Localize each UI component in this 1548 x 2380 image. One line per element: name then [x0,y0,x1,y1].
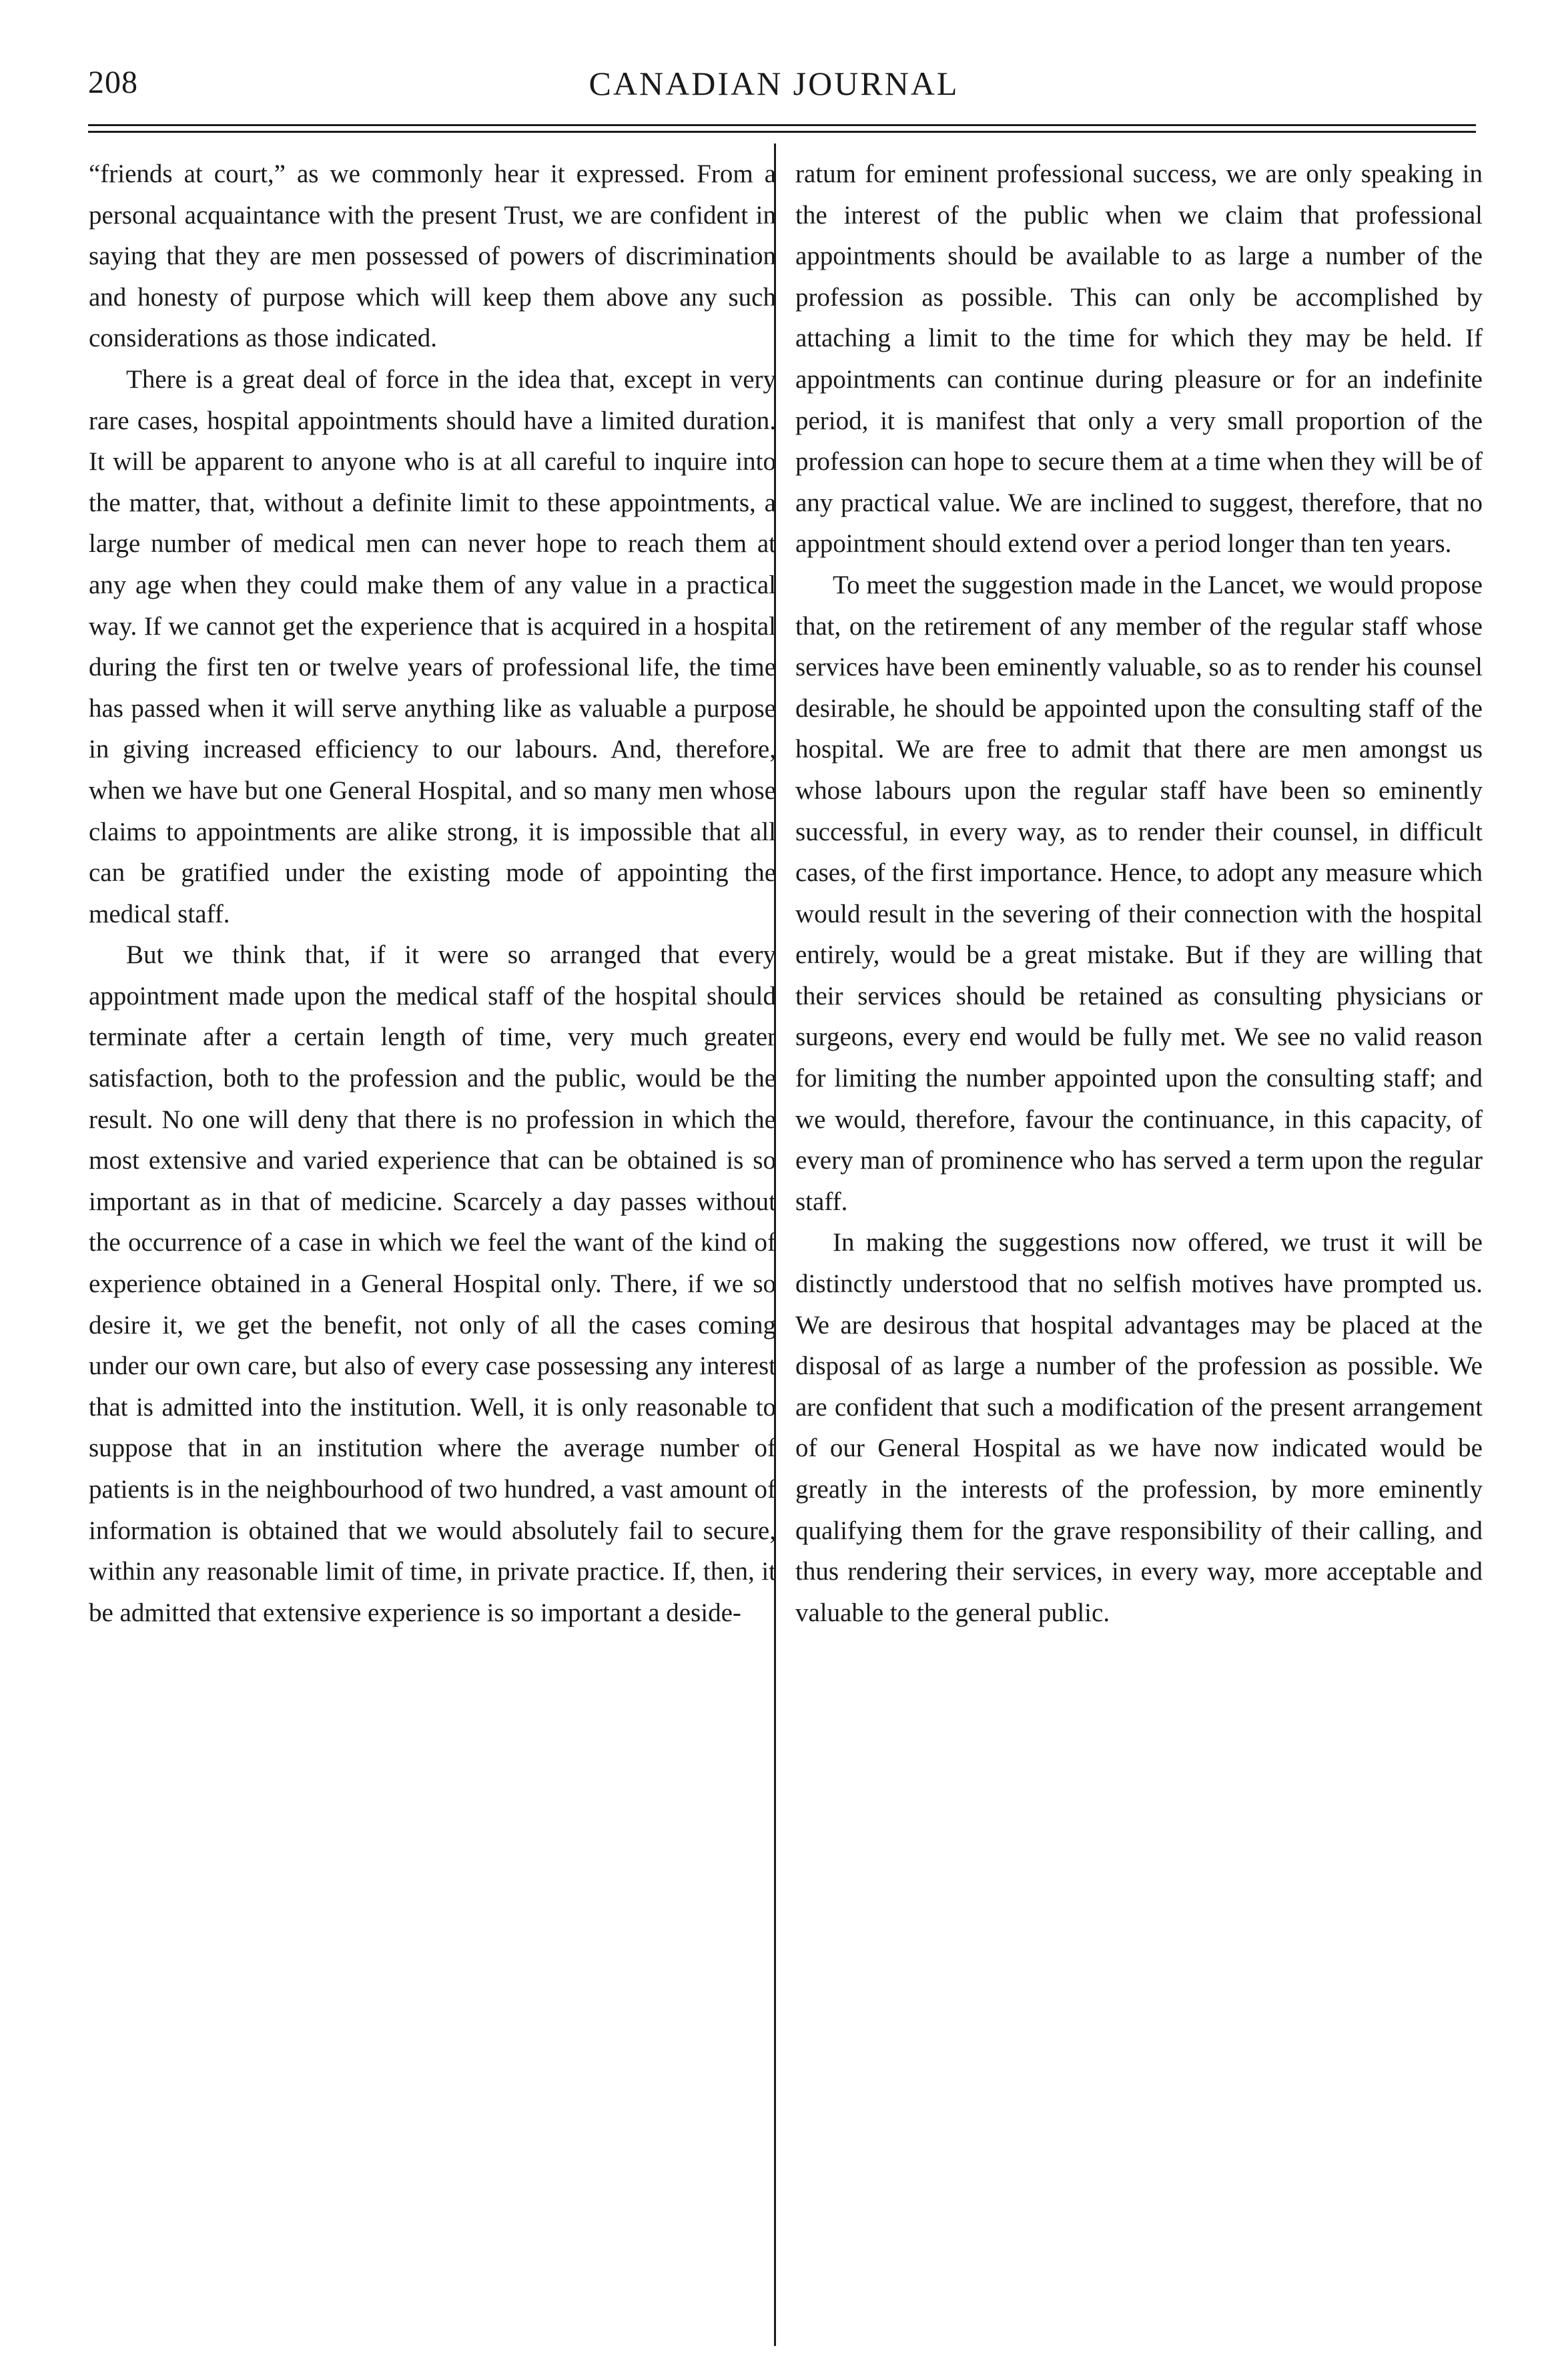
left-paragraph-3: But we think that, if it were so arranged that every appointment made upon the medical staff of the hospital should terminate after a certain length of time, very much greater satisfaction, both to the profession and the public, would be the result. No one will deny that there is no profession in which the most extensive and varied experience that can be obtained is so important as in that of medicine. Scarcely a day passes without the occurrence of a case in which we feel the want of the kind of experience obtained in a General Hospital only. There, if we so desire it, we get the benefit, not only of all the cases coming under our own care, but also of every case possessing any interest that is admitted into the institution. Well, it is only reasonable to suppose that in an institution where the average number of patients is in the neighbourhood of two hundred, a vast amount of information is obtained that we would absolutely fail to secure, within any reasonable limit of time, in private practice. If, then, it be admitted that extensive experience is so important a deside- [89,940,776,1627]
page-number: 208 [88,65,138,100]
column-divider [774,143,776,2346]
right-column [795,154,1483,2349]
left-column [89,154,776,2349]
right-paragraph-3: In making the suggestions now offered, we trust it will be distinctly understood that no selfish motives have prompted us. We are desirous that hospital advantages may be placed at the disposal of as large a number of the profession as possible. We are confident that such a modification of the present arrangement of our General Hospital as we have now indicated would be greatly in the interests of the profession, by more eminently qualifying them for the grave responsibility of their calling, and thus rendering their services, in every way, more acceptable and valuable to the general public. [795,1228,1483,1627]
journal-title: CANADIAN JOURNAL [589,65,959,102]
header-rule-top [88,124,1476,126]
right-paragraph-2: To meet the suggestion made in the Lancet, we would propose that, on the retirement of any member of the regular staff whose services have been eminently valuable, so as to render his counsel desirable, he should be appointed upon the consulting staff of the hospital. We are free to admit that there are men amongst us whose labours upon the regular staff have been so eminently successful, in every way, as to render their counsel, in difficult cases, of the first importance. Hence, to adopt any measure which would result in the severing of their connection with the hospital entirely, would be a great mistake. But if they are willing that their services should be retained as consulting physicians or surgeons, every end would be fully met. We see no valid reason for limiting the number appointed upon the consulting staff; and we would, therefore, favour the continuance, in this capacity, of every man of prominence who has served a term upon the regular staff. [795,570,1483,1216]
right-paragraph-1: ratum for eminent professional success, we are only speaking in the interest of the public when we claim that professional appointments should be available to as large a number of the profession as possible. This can only be accomplished by attaching a limit to the time for which they may be held. If appointments can continue during pleasure or for an indefinite period, it is manifest that only a very small proportion of the profession can hope to secure them at a time when they will be of any practical value. We are inclined to suggest, therefore, that no appointment should extend over a period longer than ten years. [795,160,1483,559]
header-rule-bottom [88,131,1476,133]
left-paragraph-2: There is a great deal of force in the idea that, except in very rare cases, hospital appointments should have a limited duration. It will be apparent to anyone who is at all careful to inquire into the matter, that, without a definite limit to these appointments, a large number of medical men can never hope to reach them at any age when they could make them of any value in a practical way. If we cannot get the experience that is acquired in a hospital during the first ten or twelve years of professional life, the time has passed when it will serve anything like as valuable a purpose in giving increased efficiency to our labours. And, therefore, when we have but one General Hospital, and so many men whose claims to appointments are alike strong, it is impossible that all can be gratified under the existing mode of appointing the medical staff. [89,364,776,928]
left-paragraph-1: “friends at court,” as we commonly hear it expressed. From a personal acquaintance with the present Trust, we are confident in saying that they are men possessed of powers of discrimination and honesty of purpose which will keep them above any such considerations as those indicated. [89,160,776,353]
